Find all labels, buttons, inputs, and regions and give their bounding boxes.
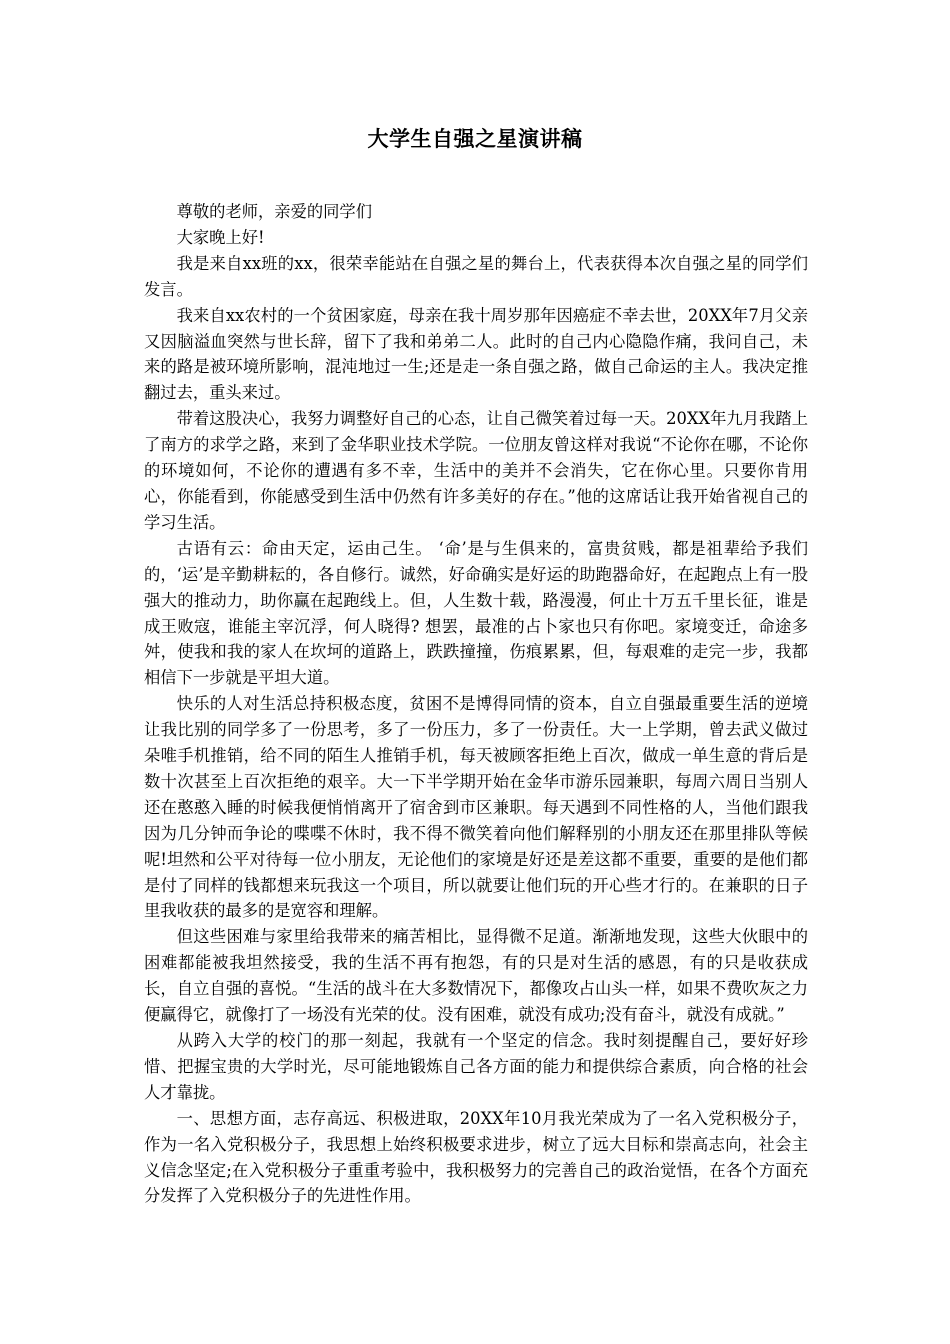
paragraph: 带着这股决心，我努力调整好自己的心态，让自己微笑着过每一天。20XX年九月我踏上了南方的求学之路，来到了金华职业技术学院。一位朋友曾这样对我说“不论你在哪，不论你的环境如何，不论你的遭遇有多不幸，生活中的美并不会消失，它在你心里。只要你肯用心，你能看到，你能感受到生活中仍然有许多美好的存在。”他的这席话让我开始省视自己的学习生活。 bbox=[144, 409, 808, 532]
paragraph: 我是来自xx班的xx，很荣幸能站在自强之星的舞台上，代表获得本次自强之星的同学们发言。 bbox=[144, 253, 808, 299]
paragraph: 古语有云：命由天定，运由己生。 ‘命’是与生俱来的，富贵贫贱，都是祖辈给予我们的，‘运’是辛勤耕耘的，各自修行。诚然，好命确实是好运的助跑器命好，在起跑点上有一股强大的推动力，助你赢在起跑线上。但，人生数十载，路漫漫，何止十万五千里长征，谁是成王败寇，谁能主宰沉浮，何人晓得? 想罢，最准的占卜家也只有你吧。家境变迁，命途多舛，使我和我的家人在坎坷的道路上，跌跌撞撞，伤痕累累，但，每艰难的走完一步，我都相信下一步就是平坦大道。 bbox=[144, 538, 808, 688]
paragraph-salutation: 尊敬的老师，亲爱的同学们 bbox=[176, 202, 372, 221]
paragraph: 但这些困难与家里给我带来的痛苦相比，显得微不足道。渐渐地发现，这些大伙眼中的困难都能被我坦然接受，我的生活不再有抱怨，有的只是对生活的感恩，有的只是收获成长，自立自强的喜悦。“生活的战斗在大多数情况下，都像攻占山头一样，如果不费吹灰之力便赢得它，就像打了一场没有光荣的仗。没有困难，就没有成功;没有奋斗，就没有成就。” bbox=[144, 927, 808, 1025]
document-body bbox=[144, 199, 808, 1209]
paragraph: 我来自xx农村的一个贫困家庭，母亲在我十周岁那年因癌症不幸去世，20XX年7月父亲又因脑溢血突然与世长辞，留下了我和弟弟二人。此时的自己内心隐隐作痛，我问自己，未来的路是被环境所影响，混沌地过一生;还是走一条自强之路，做自己命运的主人。我决定推翻过去，重头来过。 bbox=[144, 305, 808, 403]
paragraph: 一、思想方面，志存高远、积极进取，20XX年10月我光荣成为了一名入党积极分子，作为一名入党积极分子，我思想上始终积极要求进步，树立了远大目标和崇高志向，社会主义信念坚定;在入党积极分子重重考验中，我积极努力的完善自己的政治觉悟，在各个方面充分发挥了入党积极分子的先进性作用。 bbox=[144, 1108, 808, 1206]
document-title: 大学生自强之星演讲稿 bbox=[367, 127, 583, 151]
paragraph: 从跨入大学的校门的那一刻起，我就有一个坚定的信念。我时刻提醒自己，要好好珍惜、把握宝贵的大学时光，尽可能地锻炼自己各方面的能力和提供综合素质，向合格的社会人才靠拢。 bbox=[144, 1031, 808, 1102]
paragraph-greeting: 大家晚上好! bbox=[176, 227, 265, 247]
paragraph: 快乐的人对生活总持积极态度，贫困不是博得同情的资本，自立自强最重要生活的逆境让我比别的同学多了一份思考，多了一份压力，多了一份责任。大一上学期，曾去武义做过朵唯手机推销，给不同的陌生人推销手机，每天被顾客拒绝上百次，做成一单生意的背后是数十次甚至上百次拒绝的艰辛。大一下半学期开始在金华市游乐园兼职，每周六周日当别人还在憨憨入睡的时候我便悄悄离开了宿舍到市区兼职。每天遇到不同性格的人，当他们跟我因为几分钟而争论的喋喋不休时，我不得不微笑着向他们解释别的小朋友还在那里排队等候呢!坦然和公平对待每一位小朋友，无论他们的家境是好还是差这都不重要，重要的是他们都是付了同样的钱都想来玩我这一个项目，所以就要让他们玩的开心些才行的。在兼职的日子里我收获的最多的是宽容和理解。 bbox=[144, 694, 808, 921]
